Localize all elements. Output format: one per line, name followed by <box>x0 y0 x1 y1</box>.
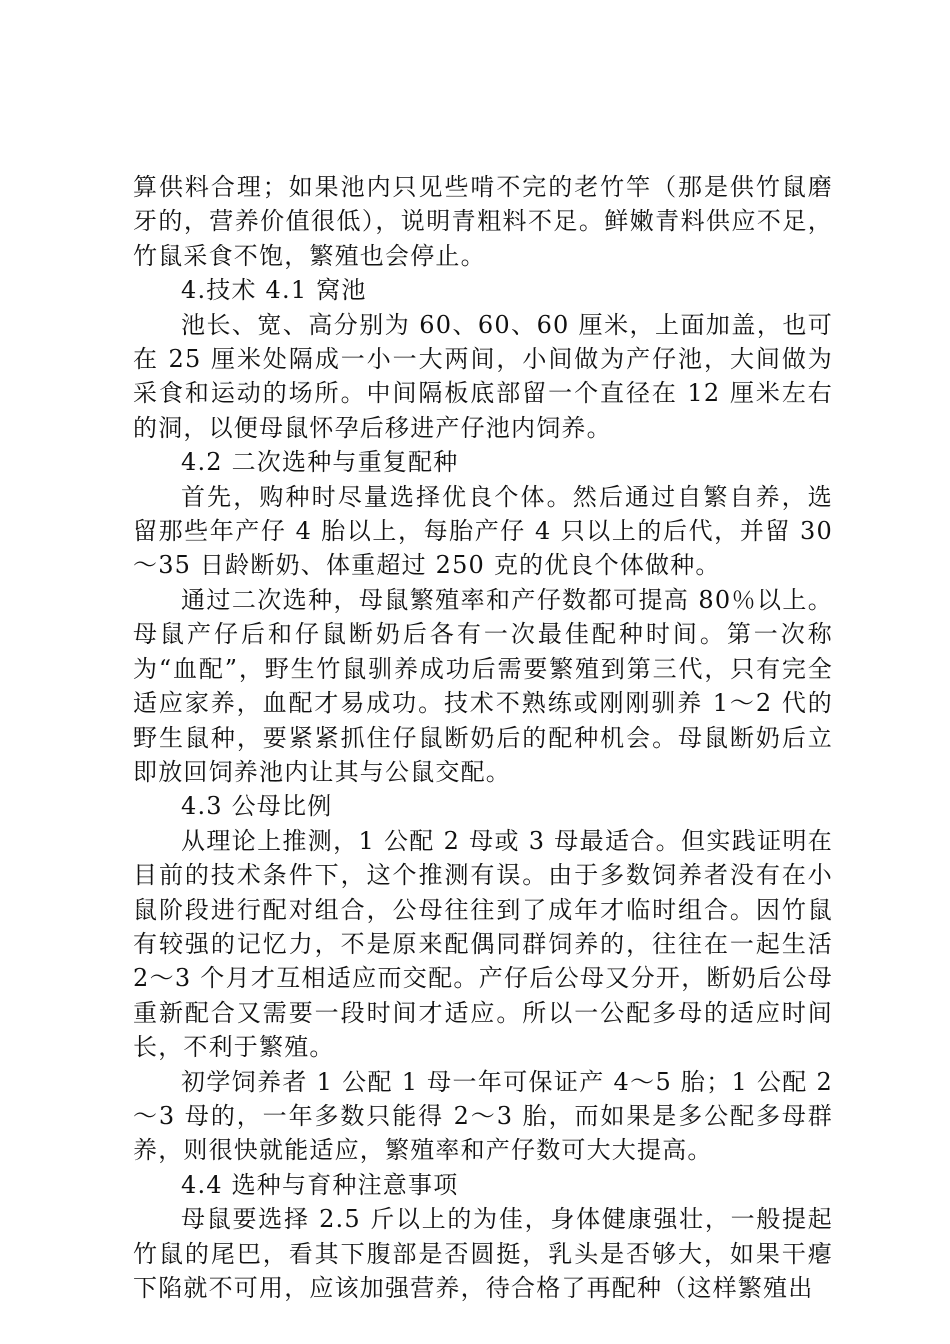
paragraph-ratio-theory: 从理论上推测，1 公配 2 母或 3 母最适合。但实践证明在目前的技术条件下，这个推测有误。由于多数饲养者没有在小鼠阶段进行配对组合，公母往往到了成年才临时组合。因竹鼠有较强的记忆力，不是原来配偶同群饲养的，往往在一起生活 2～3 个月才互相适应而交配。产仔后公母又分开，断奶后公母重新配合又需要一段时间才适应。所以一公配多母的适应时间长，不利于繁殖。 <box>133 826 833 1062</box>
section-heading-4-4: 4.4 选种与育种注意事项 <box>181 1170 459 1199</box>
paragraph-selection: 首先，购种时尽量选择优良个体。然后通过自繁自养，选留那些年产仔 4 胎以上，每胎产仔 4 只以上的后代，并留 30～35 日龄断奶、体重超过 250 克的优良个体做种。 <box>133 482 833 580</box>
paragraph-ratio-practice: 初学饲养者 1 公配 1 母一年可保证产 4～5 胎；1 公配 2～3 母的，一年多数只能得 2～3 胎，而如果是多公配多母群养，则很快就能适应，繁殖率和产仔数可大大提高。 <box>133 1067 833 1165</box>
section-heading-4-3: 4.3 公母比例 <box>181 792 333 821</box>
document-body <box>133 170 833 1305</box>
paragraph-intro: 算供料合理；如果池内只见些啃不完的老竹竿（那是供竹鼠磨牙的，营养价值很低），说明青粗料不足。鲜嫩青料供应不足，竹鼠采食不饱，繁殖也会停止。 <box>133 173 833 270</box>
paragraph-breeding: 通过二次选种，母鼠繁殖率和产仔数都可提高 80％以上。母鼠产仔后和仔鼠断奶后各有一次最佳配种时间。第一次称为“血配”，野生竹鼠驯养成功后需要繁殖到第三代，只有完全适应家养，血配才易成功。技术不熟练或刚刚驯养 1～2 代的野生鼠种，要紧紧抓住仔鼠断奶后的配种机会。母鼠断奶后立即放回饲养池内让其与公鼠交配。 <box>133 585 833 786</box>
paragraph-female-selection: 母鼠要选择 2.5 斤以上的为佳，身体健康强壮，一般提起竹鼠的尾巴，看其下腹部是否圆挺，乳头是否够大，如果干瘪下陷就不可用，应该加强营养，待合格了再配种（这样繁殖出 <box>133 1205 833 1302</box>
paragraph-pool-dimensions: 池长、宽、高分别为 60、60、60 厘米，上面加盖，也可在 25 厘米处隔成一小一大两间，小间做为产仔池，大间做为采食和运动的场所。中间隔板底部留一个直径在 12 厘米左右的洞，以便母鼠怀孕后移进产仔池内饲养。 <box>133 310 833 442</box>
section-heading-4-1: 4.技术 4.1 窝池 <box>181 276 367 305</box>
section-heading-4-2: 4.2 二次选种与重复配种 <box>181 448 459 477</box>
